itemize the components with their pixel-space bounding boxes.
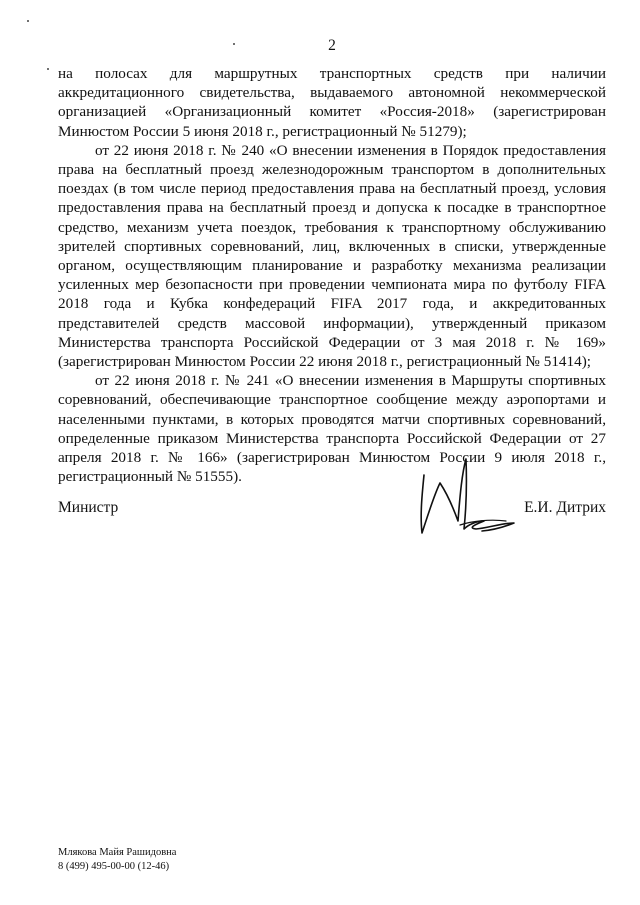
signer-title: Министр — [58, 499, 119, 516]
page-number: 2 — [328, 37, 336, 54]
paragraph-order-240: от 22 июня 2018 г. № 240 «О внесении изменения в Порядок предоставления права на бесплатный проезд железнодорожным транспортом в дополнительных поездах (в том числе период предоставления права на бесплатный проезд, условия предоставления права на бесплатный проезд и допуска к посадке в транспортное средство, механизм учета поездок, требования к транспортному обслуживанию зрителей спортивных соревнований, лиц, включенных в списки, утвержденные органом, осуществляющим планирование и разработку механизма реализации усиленных мер безопасности при проведении чемпионата мира по футболу FIFA 2018 года и Кубка конфедераций FIFA 2017 года, и аккредитованных представителей средств массовой информации), утвержденный приказом Министерства транспорта Российской Федерации от 3 мая 2018 г. № 169» (зарегистрирован Минюстом России 22 июня 2018 г., регистрационный № 51414); — [58, 141, 606, 371]
paragraph-order-241: от 22 июня 2018 г. № 241 «О внесении изменения в Маршруты спортивных соревнований, обеспечивающие транспортное сообщение между аэропортами и населенными пунктами, в которых проводятся матчи спортивных соревнований, определенные приказом Министерства транспорта Российской Федерации от 27 апреля 2018 г. № 166» (зарегистрирован Минюстом России 9 июля 2018 г., регистрационный № 51555). — [58, 372, 606, 486]
executor-info — [58, 846, 176, 874]
document-body — [58, 64, 606, 486]
executor-name: Млякова Майя Рашидовна — [58, 847, 177, 858]
signer-name: Е.И. Дитрих — [524, 499, 606, 516]
scan-speck — [27, 20, 29, 22]
handwritten-signature — [410, 455, 530, 543]
executor-phone: 8 (499) 495-00-00 (12-46) — [58, 861, 170, 872]
paragraph-continuation: на полосах для маршрутных транспортных средств при наличии аккредитационного свидетельства, выдаваемого автономной некоммерческой организацией «Организационный комитет «Россия-2018» (зарегистрирован Минюстом России 5 июня 2018 г., регистрационный № 51279); — [58, 65, 606, 140]
scan-speck — [47, 68, 49, 70]
